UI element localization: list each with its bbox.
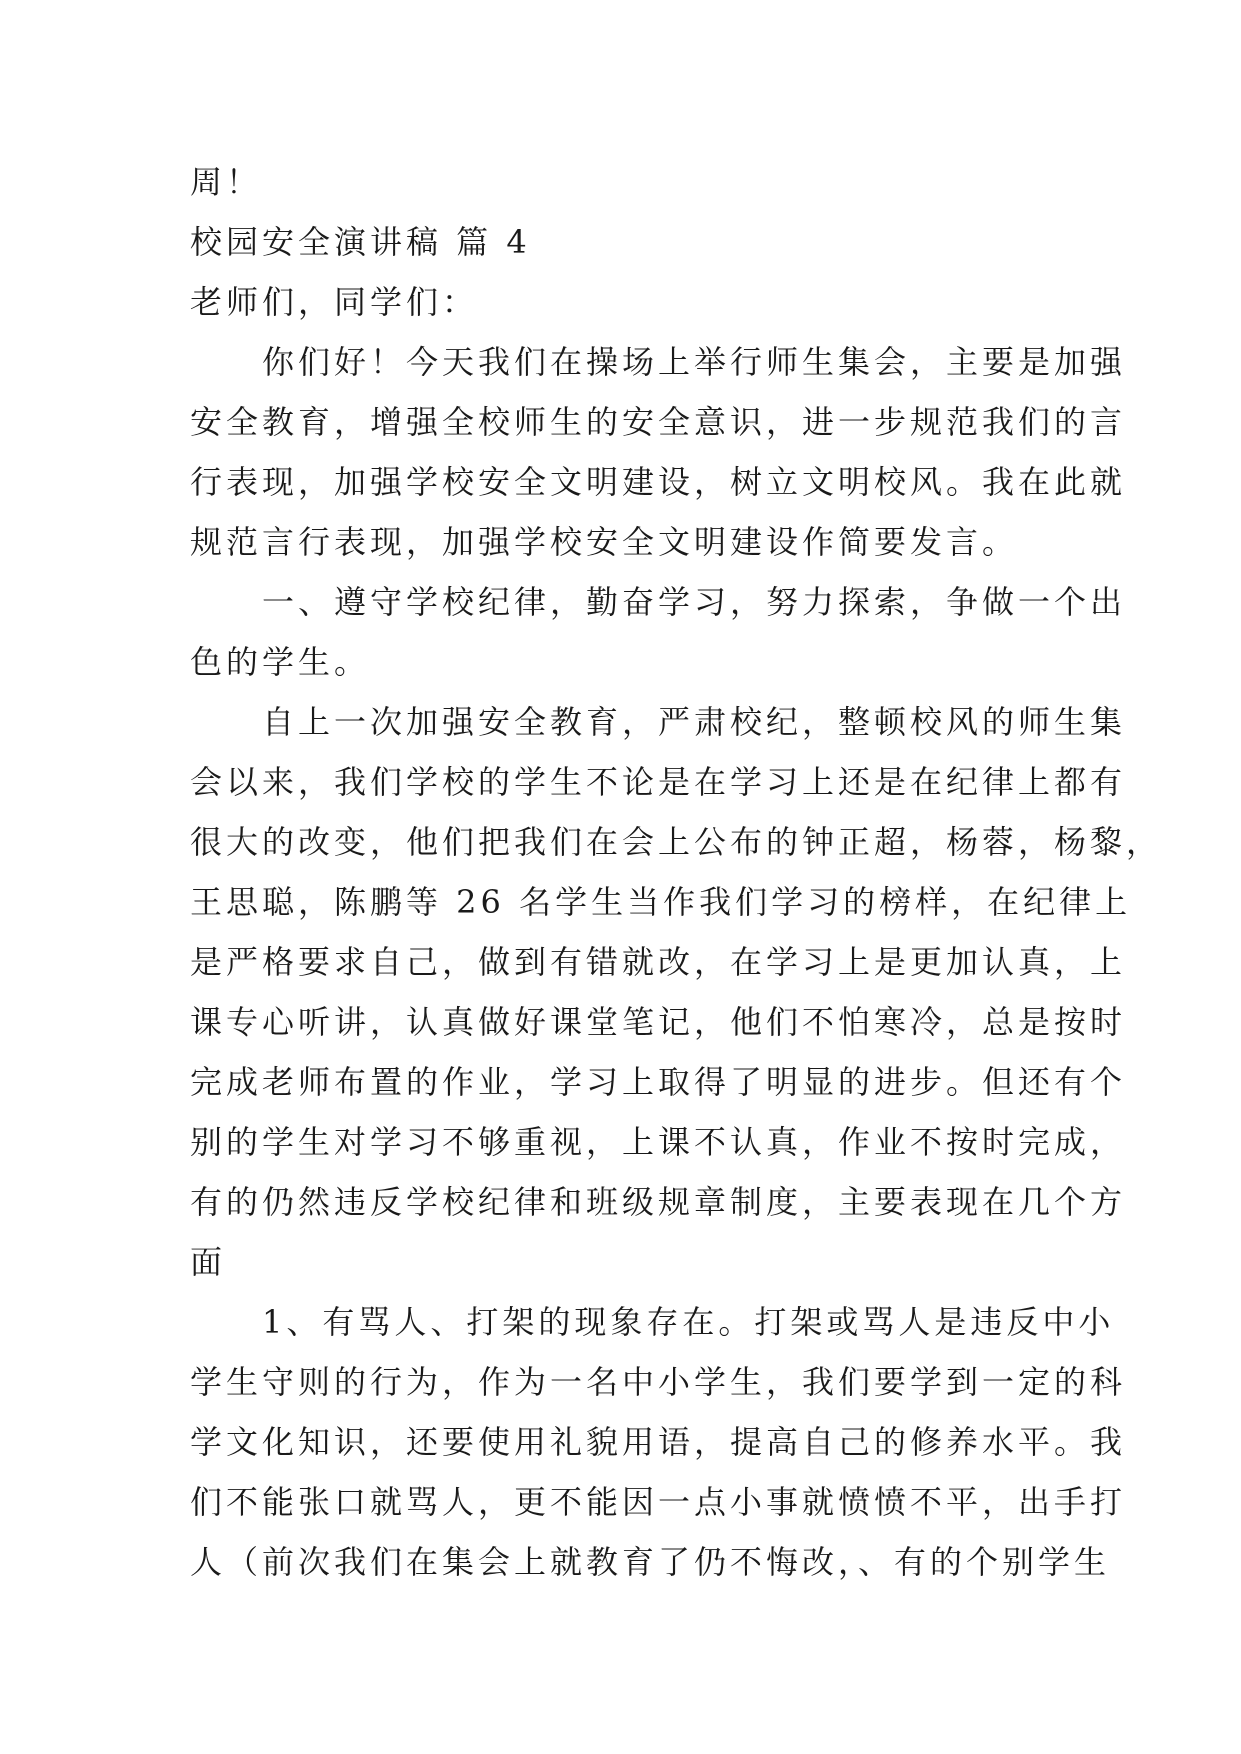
text-line: 们不能张口就骂人，更不能因一点小事就愤愤不平，出手打 [190, 1483, 1127, 1521]
text-line: 完成老师布置的作业，学习上取得了明显的进步。但还有个 [190, 1063, 1127, 1101]
text-line: 规范言行表现，加强学校安全文明建设作简要发言。 [190, 523, 1019, 561]
text-line: 学生守则的行为，作为一名中小学生，我们要学到一定的科 [190, 1363, 1127, 1401]
text-line: 是严格要求自己，做到有错就改，在学习上是更加认真，上 [190, 943, 1127, 981]
text-line: 别的学生对学习不够重视，上课不认真，作业不按时完成， [190, 1123, 1127, 1161]
text-line: 1、有骂人、打架的现象存在。打架或骂人是违反中小 [262, 1303, 1115, 1341]
text-line: 周！ [190, 163, 263, 201]
text-line: 一、遵守学校纪律，勤奋学习，努力探索，争做一个出 [262, 583, 1127, 621]
text-line: 很大的改变，他们把我们在会上公布的钟正超，杨蓉，杨黎， [190, 823, 1163, 861]
text-line: 课专心听讲，认真做好课堂笔记，他们不怕寒冷，总是按时 [190, 1003, 1127, 1041]
text-line: 有的仍然违反学校纪律和班级规章制度，主要表现在几个方 [190, 1183, 1127, 1221]
text-line: 你们好！今天我们在操场上举行师生集会，主要是加强 [262, 343, 1127, 381]
text-line: 面 [190, 1243, 227, 1281]
text-line: 色的学生。 [190, 643, 371, 681]
text-line: 学文化知识，还要使用礼貌用语，提高自己的修养水平。我 [190, 1423, 1127, 1461]
text-line: 会以来，我们学校的学生不论是在学习上还是在纪律上都有 [190, 763, 1127, 801]
text-line: 自上一次加强安全教育，严肃校纪，整顿校风的师生集 [262, 703, 1127, 741]
section-heading: 校园安全演讲稿 篇 4 [190, 223, 531, 261]
text-line: 安全教育，增强全校师生的安全意识，进一步规范我们的言 [190, 403, 1127, 441]
salutation: 老师们，同学们： [190, 283, 479, 321]
document-body [190, 152, 1163, 1592]
text-line: 人（前次我们在集会上就教育了仍不悔改，、有的个别学生 [190, 1543, 1111, 1581]
text-line: 行表现，加强学校安全文明建设，树立文明校风。我在此就 [190, 463, 1127, 501]
text-line: 王思聪，陈鹏等 26 名学生当作我们学习的榜样，在纪律上 [190, 883, 1132, 921]
